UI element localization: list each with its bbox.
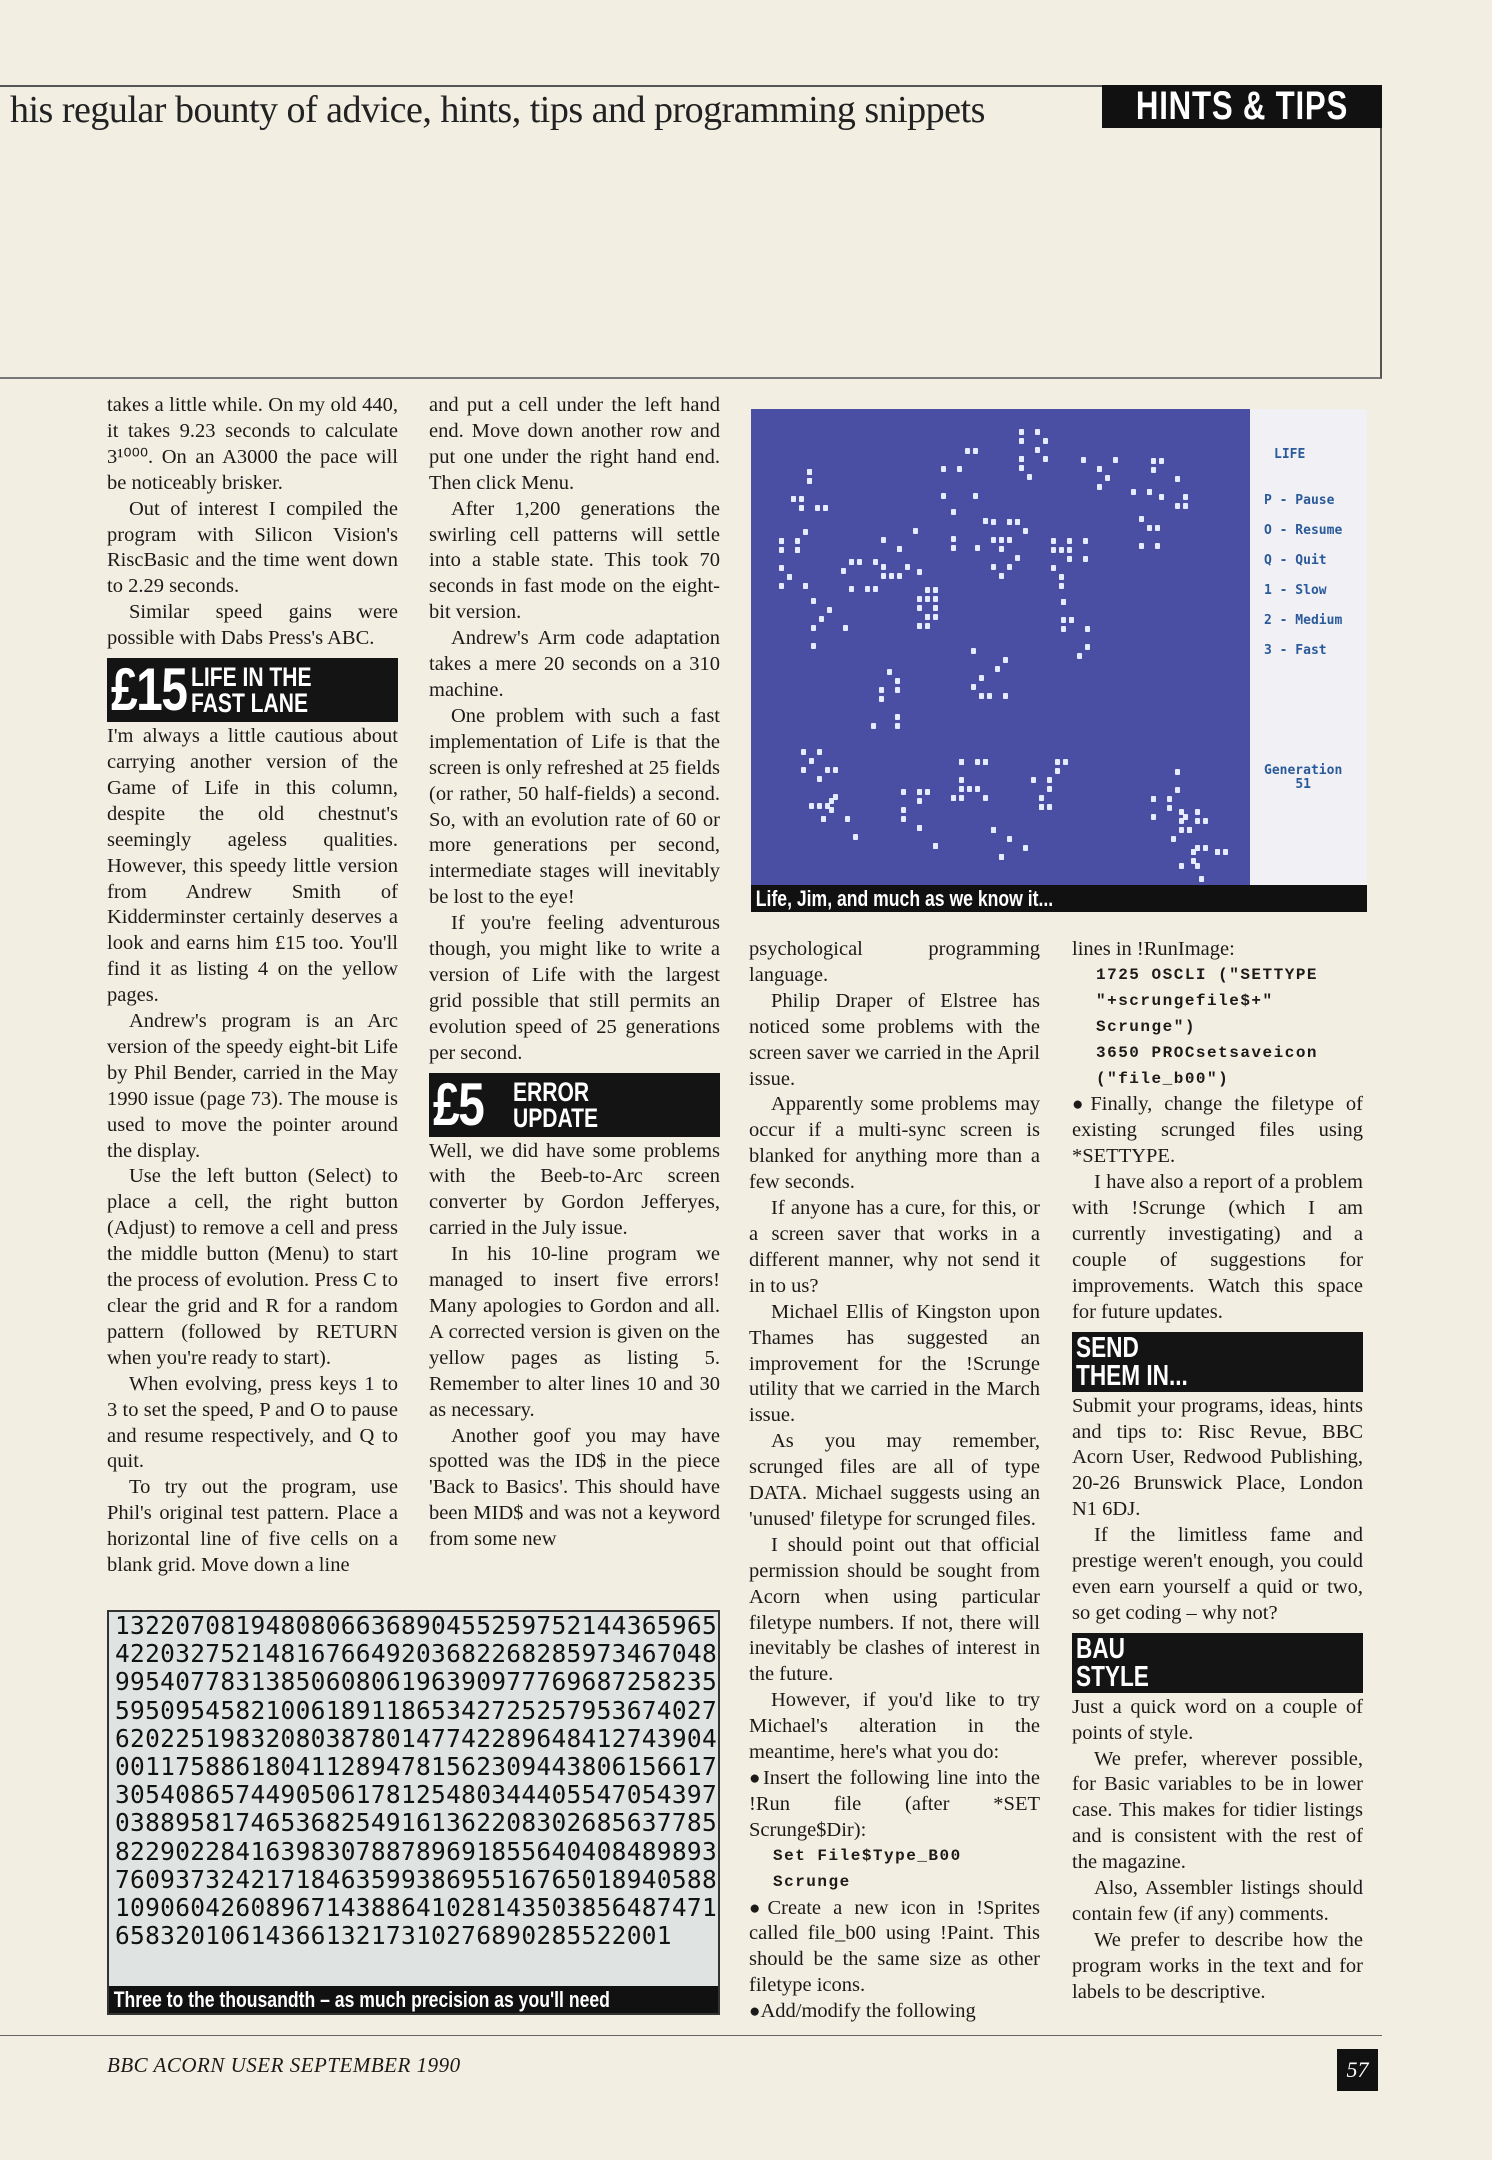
life-cell bbox=[1039, 804, 1044, 810]
life-cell bbox=[791, 496, 796, 502]
life-cell bbox=[917, 789, 922, 795]
life-cell bbox=[1015, 555, 1020, 561]
life-cell bbox=[975, 545, 980, 551]
life-cell bbox=[999, 537, 1004, 543]
life-cell bbox=[1183, 494, 1188, 500]
life-cell bbox=[991, 519, 996, 525]
life-cell bbox=[913, 528, 918, 534]
screenshot-caption bbox=[751, 885, 1367, 912]
life-cell bbox=[1175, 476, 1180, 482]
paragraph: Philip Draper of Elstree has noticed some problems with the screen saver we carried in the April issue. bbox=[749, 989, 1040, 1090]
life-cell bbox=[957, 466, 962, 472]
life-cell bbox=[1047, 777, 1052, 783]
life-cell bbox=[979, 693, 984, 699]
life-cell bbox=[829, 807, 834, 813]
life-cell bbox=[865, 586, 870, 592]
life-cell bbox=[983, 518, 988, 524]
life-cell bbox=[1061, 617, 1066, 623]
code-line: 1725 OSCLI ("SETTYPE "+scrungefile$+" Scrunge") bbox=[1096, 965, 1319, 1036]
life-cell bbox=[951, 509, 956, 515]
life-cell bbox=[1067, 547, 1072, 553]
life-cell bbox=[983, 759, 988, 765]
life-cell bbox=[895, 723, 900, 729]
paragraph: Use the left button (Select) to place a cell, the right button (Adjust) to remove a cell and press the middle button (Menu) to start the process of evolution. Press C to clear the grid and R for a random pattern (followed by RETURN when you're ready to start). bbox=[107, 1165, 398, 1369]
life-cell bbox=[917, 596, 922, 602]
number-box-caption bbox=[109, 1986, 718, 2013]
paragraph: After 1,200 generations the swirling cell patterns will settle into a stable state. This took 70 seconds in fast mode on the eight-bit version. bbox=[429, 497, 720, 624]
life-cell bbox=[941, 466, 946, 472]
life-cell bbox=[1215, 849, 1220, 855]
life-cell bbox=[1179, 809, 1184, 815]
number-line: 6202251983208038780147742289648412743904 bbox=[115, 1723, 718, 1753]
life-cell bbox=[807, 469, 812, 475]
life-cell bbox=[1147, 525, 1152, 531]
life-cell bbox=[1023, 845, 1028, 851]
life-cell bbox=[809, 758, 814, 764]
life-cell bbox=[1187, 827, 1192, 833]
life-cell bbox=[959, 795, 964, 801]
life-cell bbox=[917, 825, 922, 831]
life-cell bbox=[1039, 795, 1044, 801]
life-cell bbox=[857, 559, 862, 565]
life-cell bbox=[1159, 458, 1164, 464]
life-cell bbox=[1223, 849, 1228, 855]
life-cell bbox=[959, 786, 964, 792]
life-cell bbox=[1019, 438, 1024, 444]
life-cell bbox=[817, 803, 822, 809]
life-cell bbox=[779, 583, 784, 589]
life-cell bbox=[933, 596, 938, 602]
life-cell bbox=[827, 607, 832, 613]
life-cell bbox=[1147, 489, 1152, 495]
life-cell bbox=[1175, 769, 1180, 775]
life-cell bbox=[999, 573, 1004, 579]
life-cell bbox=[1035, 429, 1040, 435]
life-cell bbox=[1139, 516, 1144, 522]
paragraph: Well, we did have some problems with the Beeb-to-Arc screen converter by Gordon Jefferyes, carried in the July issue. bbox=[429, 1139, 720, 1240]
life-cell bbox=[1061, 626, 1066, 632]
life-cell bbox=[1167, 805, 1172, 811]
paragraph: Apparently some problems may occur if a multi-sync screen is blanked for anything more than a few seconds. bbox=[749, 1093, 1040, 1194]
life-cell bbox=[841, 568, 846, 574]
life-cell bbox=[801, 767, 806, 773]
life-cell bbox=[1003, 693, 1008, 699]
life-cell bbox=[1061, 599, 1066, 605]
life-cell bbox=[1051, 538, 1056, 544]
number-line: 6583201061436613217310276890285522001 bbox=[115, 1921, 672, 1951]
life-cell bbox=[889, 573, 894, 579]
life-side-panel bbox=[1250, 409, 1367, 885]
heading-line: ERROR bbox=[513, 1076, 590, 1107]
life-cell bbox=[975, 759, 980, 765]
life-cell bbox=[821, 816, 826, 822]
life-cell bbox=[999, 854, 1004, 860]
bullet-paragraph: ● Finally, change the filetype of existing scrunged files using *SETTYPE. bbox=[1072, 1092, 1363, 1170]
life-cell bbox=[1019, 465, 1024, 471]
life-cell bbox=[815, 505, 820, 511]
life-cell bbox=[1077, 653, 1082, 659]
paragraph: Out of interest I compiled the program with Silicon Vision's RiscBasic and the time went down to 2.29 seconds. bbox=[107, 497, 398, 598]
life-cell bbox=[1051, 565, 1056, 571]
number-line: 5950954582100618911865342725257953674027 bbox=[115, 1695, 718, 1725]
section-badge bbox=[1102, 85, 1382, 128]
life-cell bbox=[933, 843, 938, 849]
section-badge-label: HINTS & TIPS bbox=[1135, 84, 1349, 128]
life-cell bbox=[799, 505, 804, 511]
section-heading bbox=[1072, 1332, 1363, 1392]
life-menu-item: P - Pause bbox=[1264, 493, 1335, 508]
life-cell bbox=[1159, 494, 1164, 500]
paragraph: Just a quick word on a couple of points of style. bbox=[1072, 1695, 1363, 1744]
life-menu-item: Q - Quit bbox=[1264, 553, 1327, 568]
life-cell bbox=[925, 789, 930, 795]
life-cell bbox=[833, 767, 838, 773]
screenshot-caption-text: Life, Jim, and much as we know it... bbox=[755, 886, 1054, 911]
paragraph: In his 10-line program we managed to insert five errors! Many apologies to Gordon and all. A corrected version is given on the yellow pages as listing 5. Remember to alter lines 10 and 30 as necessary. bbox=[429, 1243, 720, 1421]
prize-amount: £15 bbox=[111, 658, 187, 723]
life-cell bbox=[1105, 475, 1110, 481]
life-cell bbox=[811, 625, 816, 631]
life-cell bbox=[1195, 809, 1200, 815]
life-cell bbox=[817, 749, 822, 755]
life-cell bbox=[843, 625, 848, 631]
life-cell bbox=[975, 786, 980, 792]
life-cell bbox=[1179, 818, 1184, 824]
life-cell bbox=[991, 537, 996, 543]
life-cell bbox=[1023, 528, 1028, 534]
life-menu-item: 2 - Medium bbox=[1264, 613, 1343, 628]
column-3 bbox=[749, 937, 1040, 2025]
life-cell bbox=[1203, 818, 1208, 824]
life-title: LIFE bbox=[1274, 447, 1306, 462]
life-cell bbox=[1179, 827, 1184, 833]
life-cell bbox=[849, 559, 854, 565]
column-1 bbox=[107, 393, 398, 1579]
life-cell bbox=[999, 546, 1004, 552]
life-cell bbox=[1151, 458, 1156, 464]
life-menu-item: O - Resume bbox=[1264, 523, 1343, 538]
life-cell bbox=[829, 798, 834, 804]
life-cell bbox=[1019, 429, 1024, 435]
life-cell bbox=[995, 666, 1000, 672]
life-cell bbox=[987, 693, 992, 699]
paragraph: I should point out that official permission should be sought from Acorn when using particular filetype numbers. If not, there will inevitably be clashes of interest in the future. bbox=[749, 1533, 1040, 1686]
life-cell bbox=[895, 678, 900, 684]
life-cell bbox=[825, 767, 830, 773]
life-cell bbox=[807, 478, 812, 484]
life-cell bbox=[879, 687, 884, 693]
life-cell bbox=[1051, 547, 1056, 553]
code-line: Set File$Type_B00 Scrunge bbox=[773, 1846, 962, 1891]
bullet-paragraph: ● Insert the following line into the !Run file (after *SET Scrunge$Dir): bbox=[749, 1766, 1040, 1844]
paragraph: We prefer, wherever possible, for Basic variables to be in lower case. This makes for tidier listings and is consistent with the rest of the magazine. bbox=[1072, 1747, 1363, 1874]
footer-rule bbox=[0, 2035, 1382, 2036]
life-cell bbox=[779, 565, 784, 571]
life-cell bbox=[1083, 538, 1088, 544]
number-line: 3054086574490506178125480344405547054397 bbox=[115, 1780, 718, 1810]
life-cell bbox=[1043, 456, 1048, 462]
number-line: 0011758861804112894781562309443806156617 bbox=[115, 1752, 718, 1782]
life-cell bbox=[881, 573, 886, 579]
life-cell bbox=[959, 759, 964, 765]
life-cell bbox=[1151, 814, 1156, 820]
life-cell bbox=[991, 827, 996, 833]
life-cell bbox=[1031, 777, 1036, 783]
life-cell bbox=[1067, 538, 1072, 544]
section-heading bbox=[429, 1073, 720, 1137]
life-cell bbox=[925, 587, 930, 593]
life-cell bbox=[1085, 644, 1090, 650]
column-4 bbox=[1072, 937, 1363, 2006]
life-cell bbox=[823, 505, 828, 511]
life-cell bbox=[1191, 849, 1196, 855]
footer-publication: BBC ACORN USER SEPTEMBER 1990 bbox=[107, 2053, 461, 2077]
life-cell bbox=[905, 564, 910, 570]
life-cell bbox=[1055, 759, 1060, 765]
life-cell bbox=[917, 605, 922, 611]
paragraph: As you may remember, scrunged files are all of type DATA. Michael suggests using an 'unused' filetype for scrunged files. bbox=[749, 1430, 1040, 1530]
life-cell bbox=[1195, 863, 1200, 869]
life-cell bbox=[965, 448, 970, 454]
life-cell bbox=[967, 786, 972, 792]
number-box-caption-text: Three to the thousandth – as much precision as you'll need bbox=[113, 1987, 610, 2012]
paragraph: We prefer to describe how the program works in the text and for labels to be descriptive. bbox=[1072, 1928, 1363, 2003]
life-cell bbox=[1043, 438, 1048, 444]
paragraph: psychological programming language. bbox=[749, 938, 1040, 986]
life-cell bbox=[941, 493, 946, 499]
life-cell bbox=[873, 586, 878, 592]
life-cell bbox=[1199, 876, 1204, 882]
life-cell bbox=[1069, 617, 1074, 623]
section-strapline: his regular bounty of advice, hints, tips and programming snippets bbox=[10, 89, 985, 131]
life-cell bbox=[849, 586, 854, 592]
life-cell bbox=[1081, 457, 1086, 463]
paragraph: Michael Ellis of Kingston upon Thames has suggested an improvement for the !Scrunge utility that we carried in the March issue. bbox=[749, 1300, 1040, 1427]
life-cell bbox=[787, 574, 792, 580]
paragraph: If you're feeling adventurous though, you might like to write a version of Life with the largest grid possible that still permits an evolution speed of 25 generations per second. bbox=[429, 912, 720, 1064]
column-2 bbox=[429, 393, 720, 1553]
paragraph: If the limitless fame and prestige weren't enough, you could even earn yourself a quid or two, so get coding – why not? bbox=[1072, 1524, 1363, 1624]
life-cell bbox=[901, 807, 906, 813]
paragraph: I'm always a little cautious about carrying another version of the Game of Life in this column, despite the old chestnut's seemingly ageless qualities. However, this speedy little version from Andrew Smith of Kidderminster certainly deserves a look and earns him £15 too. You'll find it as listing 4 on the yellow pages. bbox=[107, 725, 398, 1007]
life-cell bbox=[811, 643, 816, 649]
life-cell bbox=[1179, 863, 1184, 869]
paragraph: lines in !RunImage: bbox=[1072, 938, 1235, 960]
generation-value: 51 bbox=[1295, 777, 1311, 792]
life-cell bbox=[917, 623, 922, 629]
life-grid-display bbox=[751, 409, 1250, 885]
life-cell bbox=[901, 789, 906, 795]
life-cell bbox=[879, 696, 884, 702]
life-cell bbox=[1059, 583, 1064, 589]
life-cell bbox=[971, 648, 976, 654]
life-cell bbox=[1151, 796, 1156, 802]
section-heading bbox=[1072, 1633, 1363, 1693]
number-line: 9954077831385060806196390977769687258235 bbox=[115, 1667, 718, 1697]
life-cell bbox=[801, 749, 806, 755]
life-cell bbox=[1167, 796, 1172, 802]
life-cell bbox=[1171, 836, 1176, 842]
life-cell bbox=[933, 614, 938, 620]
life-cell bbox=[1035, 447, 1040, 453]
life-cell bbox=[1191, 858, 1196, 864]
paragraph: Also, Assembler listings should contain few (if any) comments. bbox=[1072, 1877, 1363, 1925]
life-cell bbox=[873, 559, 878, 565]
life-cell bbox=[845, 816, 850, 822]
life-cell bbox=[1085, 626, 1090, 632]
life-cell bbox=[895, 687, 900, 693]
life-cell bbox=[1175, 503, 1180, 509]
number-line: 1090604260896714388641028143503856487471 bbox=[115, 1893, 718, 1923]
paragraph: When evolving, press keys 1 to 3 to set the speed, P and O to pause and resume respectively, and Q to quit. bbox=[107, 1372, 398, 1473]
life-cell bbox=[991, 564, 996, 570]
life-cell bbox=[1151, 467, 1156, 473]
life-cell bbox=[779, 547, 784, 553]
life-cell bbox=[871, 723, 876, 729]
life-cell bbox=[1063, 759, 1068, 765]
life-cell bbox=[1027, 474, 1032, 480]
life-cell bbox=[1083, 556, 1088, 562]
life-cell bbox=[881, 564, 886, 570]
heading-line: LIFE IN THE bbox=[191, 662, 312, 693]
generation-label: Generation bbox=[1264, 763, 1343, 778]
generation-counter bbox=[1264, 764, 1342, 792]
life-cell bbox=[1131, 489, 1136, 495]
number-line: 0388958174653682549161362208302685637785 bbox=[115, 1808, 718, 1838]
paragraph: I have also a report of a problem with !Scrunge (which I am currently investigating) and a couple of suggestions for improvements. Watch this space for future updates. bbox=[1072, 1171, 1363, 1323]
paragraph: takes a little while. On my old 440, it takes 9.23 seconds to calculate 3¹⁰⁰⁰. On an A3000 the pace will be noticeably brisker. bbox=[107, 394, 398, 494]
life-cell bbox=[887, 669, 892, 675]
life-cell bbox=[1007, 564, 1012, 570]
life-cell bbox=[1113, 457, 1118, 463]
page-number: 57 bbox=[1337, 2049, 1378, 2091]
life-cell bbox=[951, 545, 956, 551]
life-cell bbox=[951, 795, 956, 801]
life-cell bbox=[895, 714, 900, 720]
life-cell bbox=[1195, 818, 1200, 824]
life-cell bbox=[1003, 657, 1008, 663]
life-cell bbox=[1059, 574, 1064, 580]
life-cell bbox=[951, 536, 956, 542]
life-menu-item: 1 - Slow bbox=[1264, 583, 1327, 598]
life-cell bbox=[979, 675, 984, 681]
life-cell bbox=[973, 448, 978, 454]
life-cell bbox=[917, 798, 922, 804]
life-cell bbox=[983, 795, 988, 801]
life-menu-item: 3 - Fast bbox=[1264, 643, 1327, 658]
life-cell bbox=[1183, 503, 1188, 509]
life-cell bbox=[1007, 537, 1012, 543]
life-cell bbox=[973, 493, 978, 499]
life-cell bbox=[925, 596, 930, 602]
life-cell bbox=[901, 816, 906, 822]
number-line: 8229022841639830788789691855640408489893 bbox=[115, 1836, 718, 1866]
life-cell bbox=[917, 569, 922, 575]
heading-line: FAST LANE bbox=[191, 688, 309, 719]
paragraph: If anyone has a cure, for this, or a screen saver that works in a different manner, why not send it in to us? bbox=[749, 1197, 1040, 1297]
life-cell bbox=[853, 834, 858, 840]
life-cell bbox=[795, 538, 800, 544]
paragraph: Submit your programs, ideas, hints and tips to: Risc Revue, BBC Acorn User, Redwood Publishing, 20-26 Brunswick Place, London N1 6DJ. bbox=[1072, 1394, 1363, 1521]
life-cell bbox=[933, 605, 938, 611]
life-cell bbox=[1067, 556, 1072, 562]
life-cell bbox=[1155, 543, 1160, 549]
heading-line: THEM IN... bbox=[1076, 1359, 1188, 1392]
life-cell bbox=[1047, 804, 1052, 810]
heading-line: SEND bbox=[1076, 1331, 1139, 1364]
life-cell bbox=[779, 538, 784, 544]
paragraph: Similar speed gains were possible with Dabs Press's ABC. bbox=[107, 601, 398, 650]
life-cell bbox=[1203, 845, 1208, 851]
paragraph: Andrew's Arm code adaptation takes a mere 20 seconds on a 310 machine. bbox=[429, 627, 720, 701]
paragraph: Another goof you may have spotted was the ID$ in the piece 'Back to Basics'. This should have been MID$ and was not a keyword from some new bbox=[429, 1424, 720, 1551]
life-cell bbox=[809, 803, 814, 809]
number-line: 4220327521481676649203682268285973467048 bbox=[115, 1639, 718, 1669]
life-cell bbox=[959, 777, 964, 783]
paragraph: However, if you'd like to try Michael's alteration in the meantime, here's what you do: bbox=[749, 1689, 1040, 1764]
section-heading-label bbox=[513, 1076, 599, 1133]
life-cell bbox=[1059, 547, 1064, 553]
life-cell bbox=[1155, 525, 1160, 531]
life-cell bbox=[817, 776, 822, 782]
life-cell bbox=[819, 616, 824, 622]
section-heading-label bbox=[1076, 1632, 1149, 1693]
life-cell bbox=[881, 537, 886, 543]
life-screenshot bbox=[751, 409, 1367, 885]
life-cell bbox=[803, 529, 808, 535]
life-cell bbox=[1175, 787, 1180, 793]
life-cell bbox=[1019, 456, 1024, 462]
number-line: 1322070819480806636890455259752144365965 bbox=[115, 1611, 718, 1640]
life-cell bbox=[925, 623, 930, 629]
bullet-paragraph: ● Create a new icon in !Sprites called file_b00 using !Paint. This should be the same size as other filetype icons. bbox=[749, 1896, 1040, 2000]
life-cell bbox=[1007, 519, 1012, 525]
paragraph: and put a cell under the left hand end. Move down another row and put one under the right hand end. Then click Menu. bbox=[429, 394, 720, 494]
life-cell bbox=[1015, 519, 1020, 525]
life-cell bbox=[1097, 484, 1102, 490]
section-heading-label bbox=[1076, 1331, 1188, 1392]
heading-line: UPDATE bbox=[513, 1102, 599, 1133]
paragraph: One problem with such a fast implementation of Life is that the screen is only refreshed at 25 fields (or rather, 50 half-fields) a second. So, with an evolution rate of 60 or more generations per second, intermediate stages will inevitably be lost to the eye! bbox=[429, 704, 720, 909]
life-cell bbox=[803, 583, 808, 589]
code-line: 3650 PROCsetsaveicon ("file_b00") bbox=[1096, 1043, 1319, 1088]
life-cell bbox=[897, 573, 902, 579]
bullet-paragraph: ● Add/modify the following bbox=[749, 1999, 1040, 2025]
number-listing-box bbox=[107, 1610, 720, 2015]
paragraph: Andrew's program is an Arc version of the speedy eight-bit Life by Phil Bender, carried in the May 1990 issue (page 73). The mouse is used to move the pointer around the display. bbox=[107, 1010, 398, 1162]
life-cell bbox=[1055, 768, 1060, 774]
life-cell bbox=[795, 547, 800, 553]
life-cell bbox=[925, 614, 930, 620]
life-cell bbox=[971, 684, 976, 690]
prize-amount: £5 bbox=[433, 1072, 484, 1137]
section-heading bbox=[107, 658, 398, 722]
heading-line: BAU bbox=[1076, 1632, 1126, 1665]
paragraph: To try out the program, use Phil's original test pattern. Place a horizontal line of five cells on a blank grid. Move down a line bbox=[107, 1476, 398, 1577]
life-cell bbox=[1139, 543, 1144, 549]
life-cell bbox=[799, 496, 804, 502]
life-cell bbox=[1097, 466, 1102, 472]
life-cell bbox=[933, 587, 938, 593]
number-line: 7609373242171846359938695516765018940588 bbox=[115, 1864, 718, 1894]
life-cell bbox=[1047, 786, 1052, 792]
life-cell bbox=[1007, 836, 1012, 842]
life-cell bbox=[811, 598, 816, 604]
section-heading-label bbox=[191, 662, 312, 719]
heading-line: STYLE bbox=[1076, 1660, 1149, 1693]
life-cell bbox=[897, 546, 902, 552]
